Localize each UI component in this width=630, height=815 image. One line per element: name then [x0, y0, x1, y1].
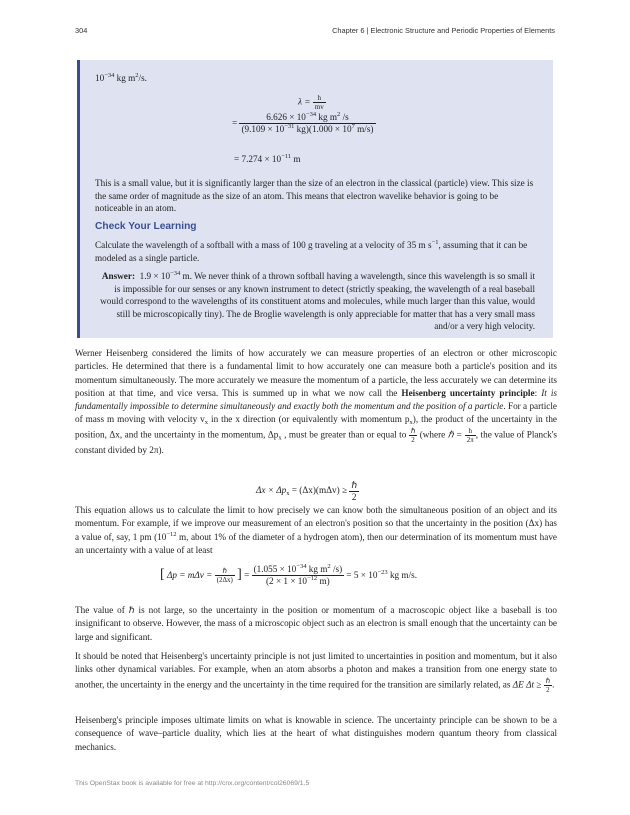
equation-momentum: [ Δp = mΔv = $\frac{\text{ℏ}}{(2\Delta x)}$ ] = $\frac{(1.055 \times 10^{-34} kg m^2 /s)}{(2 \times 1 \times 10^{-12} m)}$ = $5 \times 10^{-23}$ kg m/s. — [160, 563, 417, 586]
paragraph-macroscopic: The value of ℏ is not large, so the uncertainty in the position or momentum of a macroscopic object like a baseball is too insignificant to observe. However, the mass of a microscopic object such as an electron is small enough that the uncertainty can be large and significant. — [75, 605, 557, 642]
check-your-learning-title: Check Your Learning — [95, 221, 197, 232]
footer-note: This OpenStax book is available for free at http://cnx.org/content/col26069/1.5 — [75, 780, 310, 787]
page-number: 304 — [75, 26, 88, 35]
chapter-header: Chapter 6 | Electronic Structure and Periodic Properties of Elements — [332, 26, 555, 35]
example-conclusion: This is a small value, but it is significantly larger than the size of an electron in the classical (particle) view. This size is the same order of magnitude as the size of an atom. This means that electron wavelike behavior is going to be noticeable in an atom. — [95, 178, 534, 214]
example-first-line: $10^{-34}$ kg $m^2/s$. — [95, 72, 147, 83]
paragraph-limits-knowable: Heisenberg's principle imposes ultimate limits on what is knowable in science. The uncertainty principle can be shown to be a consequence of wave–particle duality, which lies at the heart of what distinguishes modern quantum theory from classical mechanics. — [75, 715, 557, 752]
equation-uncertainty: $\Delta x \times \Delta p_x = (\Delta x)(m\Delta v)$ ≥ $\frac{\text{ℏ}}{2}$ — [256, 480, 358, 502]
paragraph-dynamical-variables: It should be noted that Heisenberg's uncertainty principle is not just limited to uncertainties in position and momentum, but it also links other dynamical variables. For example, when an atom absorbs a photon and makes a transition from one energy state to another, the uncertainty in the energy and the uncertainty in the time required for the transition are similarly related, as ΔE Δt ≥ $\frac{\text{ℏ}}{2}$ . — [75, 651, 557, 694]
equation-substitution: = $\frac{6.626 \times 10^{-34} kg m^2 /s}{(9.109 \times 10^{-31} kg)(1.000 \times 10^7 m/s)}$ — [232, 111, 374, 134]
paragraph-limit: This equation allows us to calculate the limit to how precisely we can know both the simultaneous position of an object and its momentum. For example, if we improve our measurement of an electron's position so that the uncertainty in the position (Δx) has a value of, say, 1 pm ($10^{-12}$ m, about 1% of the diameter of a hydrogen atom), then our determination of its momentum must have an uncertainty with a value of at least — [75, 505, 557, 555]
check-question: Calculate the wavelength of a softball with a mass of 100 g traveling at a velocity of 35 m $s^{-1}$, assuming that it can be modeled as a single particle. — [95, 239, 528, 263]
equation-result: = $7.274 \times 10^{-11}$ m — [234, 153, 301, 164]
equation-lambda: λ = $\frac{h}{mv}$ — [298, 94, 324, 112]
paragraph-heisenberg: Werner Heisenberg considered the limits of how accurately we can measure properties of an electron or other microscopic particles. He determined that there is a fundamental limit to how accurately one can measure both a particle's position and its momentum simultaneously. The more accurately we measure the momentum of a particle, the less accurately we can determine its position at that time, and vice versa. This is summed up in what we now call the Heisenberg uncertainty principle: It is fundamentally impossible to determine simultaneously and exactly both the momentum and the position of a particle. For a particle of mass m moving with velocity $v_x$ in the x direction (or equivalently with momentum $p_x$), the product of the uncertainty in the position, Δx, and the uncertainty in the momentum, $\Delta p_x$ , must be greater than or equal to $\frac{\text{ℏ}}{2}$ (where ℏ = $\frac{h}{2\pi}$ , the value of Planck's constant divided by 2π). — [75, 348, 557, 455]
check-answer: Answer: $1.9 \times 10^{-34}$ m. We never think of a thrown softball having a wavelength, since this wavelength is so small it is impossible for our senses or any known instrument to detect (strictly speaking, the wavelength of a real baseball would correspond to the wavelengths of its constituent atoms and molecules, while much larger than this value, would still be microscopically tiny). The de Broglie wavelength is only appreciable for matter that has a very small mass and/or a very high velocity. — [100, 270, 535, 332]
